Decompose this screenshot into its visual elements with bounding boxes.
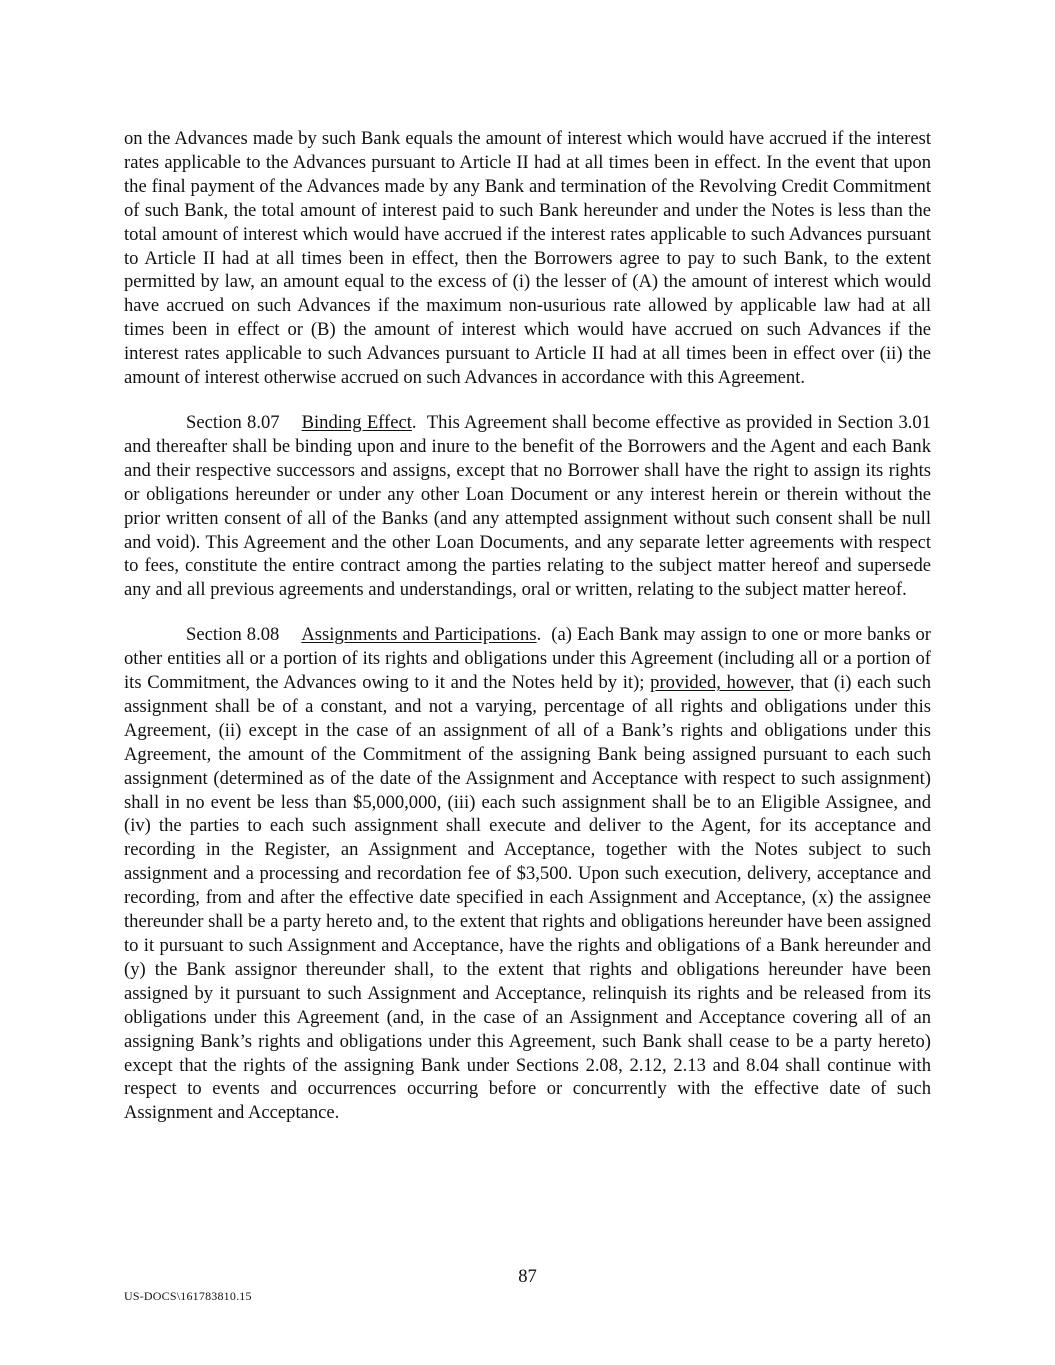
section-8-08-paragraph — [124, 623, 931, 1125]
section-number: Section 8.07 — [186, 411, 280, 433]
heading-punctuation: . — [411, 411, 417, 433]
paragraph-continuation: on the Advances made by such Bank equals the amount of interest which would have accrued if the interest rates applicable to the Advances pursuant to Article II had at all times been in effect. In the event that upon the final payment of the Advances made by any Bank and termination of the Revolving Credit Commitment of such Bank, the total amount of interest paid to such Bank hereunder and under the Notes is less than the total amount of interest which would have accrued if the interest rates applicable to such Advances pursuant to Article II had at all times been in effect, then the Borrowers agree to pay to such Bank, to the extent permitted by law, an amount equal to the excess of (i) the lesser of (A) the amount of interest which would have accrued on such Advances if the maximum non-usurious rate allowed by applicable law had at all times been in effect or (B) the amount of interest which would have accrued on such Advances if the interest rates applicable to such Advances pursuant to Article II had at all times been in effect over (ii) the amount of interest otherwise accrued on such Advances in accordance with this Agreement. — [124, 128, 931, 389]
section-text-a: (a) Each Bank may assign to one or more banks or other entities all or a portion of its rights and obligations under this Agreement (including all or a portion of its Commitment, the Advances owing to it and the Notes held by it); — [124, 624, 931, 694]
section-8-07-paragraph — [124, 411, 931, 602]
document-id: US-DOCS\161783810.15 — [124, 1289, 252, 1303]
proviso-term: provided, however — [650, 672, 790, 694]
section-text: This Agreement shall become effective as provided in Section 3.01 and thereafter shall be binding upon and inure to the benefit of the Borrowers and the Agent and each Bank and their respective successors and assigns, except that no Borrower shall have the right to assign its rights or obligations hereunder or under any other Loan Document or any interest herein or therein without the prior written consent of all of the Banks (and any attempted assignment without such consent shall be null and void). This Agreement and the other Loan Documents, and any separate letter agreements with respect to fees, constitute the entire contract among the parties relating to the subject matter hereof and supersede any and all previous agreements and understandings, oral or written, relating to the subject matter hereof. — [124, 411, 932, 601]
section-heading: Binding Effect — [301, 411, 412, 433]
document-body — [124, 127, 931, 1146]
page-number: 87 — [518, 1266, 537, 1287]
section-number: Section 8.08 — [186, 624, 280, 646]
section-text-b: , that (i) each such assignment shall be of a constant, and not a varying, percentage of all rights and obligations under this Agreement, (ii) except in the case of an assignment of all of a Bank’s rights and obligations under this Agreement, the amount of the Commitment of the assigning Bank being assigned pursuant to each such assignment (determined as of the date of the Assignment and Acceptance with respect to such assignment) shall in no event be less than $5,000,000, (iii) each such assignment shall be to an Eligible Assignee, and (iv) the parties to each such assignment shall execute and deliver to the Agent, for its acceptance and recording in the Register, an Assignment and Acceptance, together with the Notes subject to such assignment and a processing and recordation fee of $3,500. Upon such execution, delivery, acceptance and recording, from and after the effective date specified in each Assignment and Acceptance, (x) the assignee thereunder shall be a party hereto and, to the extent that rights and obligations hereunder have been assigned to it pursuant to such Assignment and Acceptance, have the rights and obligations of a Bank hereunder and (y) the Bank assignor thereunder shall, to the extent that rights and obligations hereunder have been assigned by it pursuant to such Assignment and Acceptance, relinquish its rights and be released from its obligations under this Agreement (and, in the case of an Assignment and Acceptance covering all of an assigning Bank’s rights and obligations under this Agreement, such Bank shall cease to be a party hereto) except that the rights of the assigning Bank under Sections 2.08, 2.12, 2.13 and 8.04 shall continue with respect to events and occurrences occurring before or concurrently with the effective date of such Assignment and Acceptance. — [124, 672, 931, 1124]
heading-punctuation: . — [536, 624, 542, 646]
section-heading: Assignments and Participations — [301, 624, 537, 646]
